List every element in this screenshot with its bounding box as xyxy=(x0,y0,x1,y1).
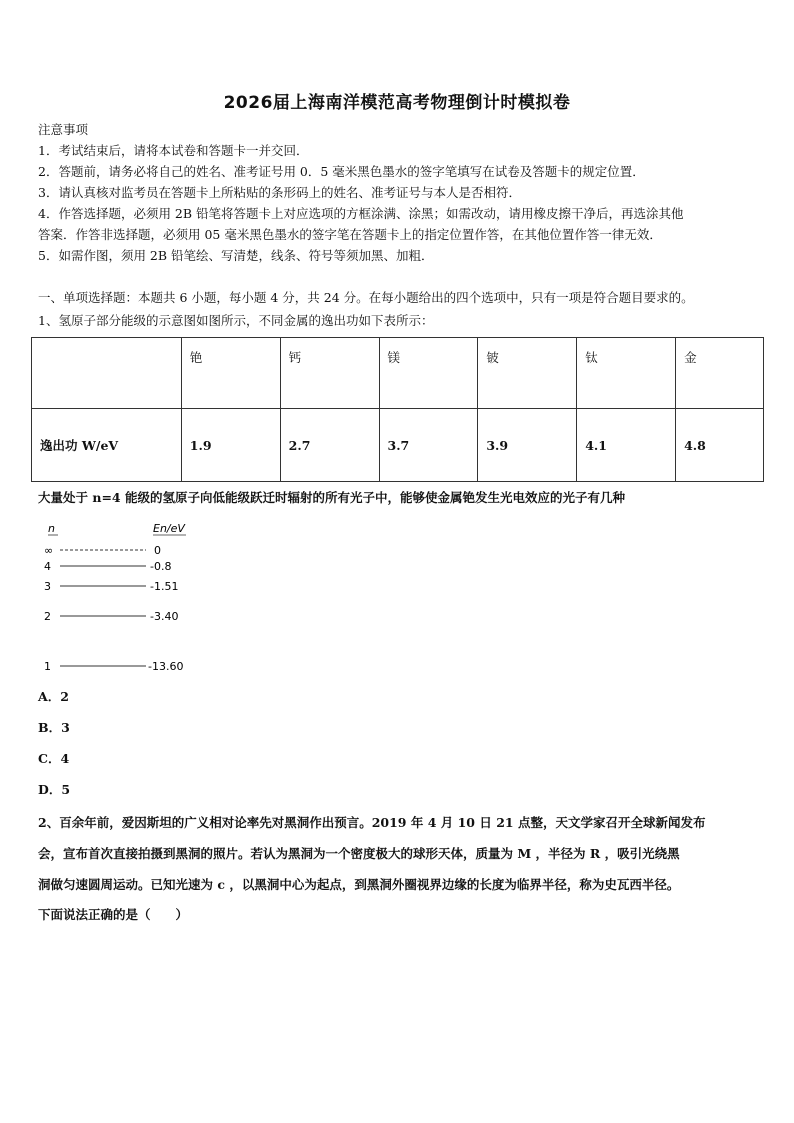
level-energy-label: -13.60 xyxy=(148,660,184,673)
option-d: D．5 xyxy=(38,782,71,797)
table-header-cell: 铍 xyxy=(478,338,577,409)
level-energy-label: -3.40 xyxy=(150,610,179,623)
table-cell: 3.9 xyxy=(478,409,577,482)
section-heading: 一、单项选择题：本题共 6 小题，每小题 4 分，共 24 分。在每小题给出的四个选项中，只有一项是符合题目要求的。 xyxy=(38,290,694,305)
table-cell: 2.7 xyxy=(280,409,379,482)
question-2-line: 2、百余年前，爱因斯坦的广义相对论率先对黑洞作出预言。2019 年 4 月 10 日 21 点整，天文学家召开全球新闻发布 xyxy=(38,815,706,830)
notice-item: 3．请认真核对监考员在答题卡上所粘贴的条形码上的姓名、准考证号与本人是否相符． xyxy=(38,185,521,200)
table-header-cell: 金 xyxy=(676,338,764,409)
option-b: B．3 xyxy=(38,720,70,735)
level-energy-label: -1.51 xyxy=(150,580,179,593)
question-1-text: 大量处于 n=4 能级的氢原子向低能级跃迁时辐射的所有光子中，能够使金属铯发生光电效应的光子有几种 xyxy=(38,490,625,505)
table-header-cell: 钙 xyxy=(280,338,379,409)
energy-level-diagram xyxy=(36,516,206,681)
option-a: A．2 xyxy=(38,689,69,704)
notice-item: 2．答题前，请务必将自己的姓名、准考证号用 0．5 毫米黑色墨水的签字笔填写在试卷及答题卡的规定位置． xyxy=(38,164,645,179)
table-row xyxy=(32,409,764,482)
notice-heading: 注意事项 xyxy=(38,122,89,137)
table-cell: 1.9 xyxy=(181,409,280,482)
question-2-line: 下面说法正确的是（ ） xyxy=(38,907,189,922)
level-n-label: ∞ xyxy=(44,544,54,557)
table-cell xyxy=(32,338,182,409)
n-axis-label: n xyxy=(48,522,55,535)
level-n-label: 1 xyxy=(44,660,51,673)
level-n-label: 3 xyxy=(44,580,51,593)
question-1-stem: 1、氢原子部分能级的示意图如图所示，不同金属的逸出功如下表所示： xyxy=(38,313,434,328)
table-cell: 4.8 xyxy=(676,409,764,482)
notice-item: 5．如需作图，须用 2B 铅笔绘、写清楚，线条、符号等须加黑、加粗． xyxy=(38,248,434,263)
level-energy-label: -0.8 xyxy=(150,560,172,573)
energy-axis-label: En/eV xyxy=(153,522,185,535)
level-n-label: 2 xyxy=(44,610,51,623)
level-n-label: 4 xyxy=(44,560,51,573)
table-cell: 4.1 xyxy=(577,409,676,482)
table-cell: 3.7 xyxy=(379,409,478,482)
notice-item: 答案．作答非选择题，必须用 05 毫米黑色墨水的签字笔在答题卡上的指定位置作答，在其他位置作答一律无效． xyxy=(38,227,662,242)
table-header-row xyxy=(32,338,764,409)
table-row-label: 逸出功 W/eV xyxy=(32,409,182,482)
notice-item: 1．考试结束后，请将本试卷和答题卡一并交回． xyxy=(38,143,309,158)
table-header-cell: 镁 xyxy=(379,338,478,409)
table-header-cell: 铯 xyxy=(181,338,280,409)
page-title: 2026届上海南洋模范高考物理倒计时模拟卷 xyxy=(223,93,571,113)
notice-item: 4．作答选择题，必须用 2B 铅笔将答题卡上对应选项的方框涂满、涂黑；如需改动，请用橡皮擦干净后，再选涂其他 xyxy=(38,206,684,221)
question-2-line: 洞做匀速圆周运动。已知光速为 c ，以黑洞中心为起点，到黑洞外圈视界边缘的长度为临界半径，称为史瓦西半径。 xyxy=(38,877,680,892)
table-header-cell: 钛 xyxy=(577,338,676,409)
option-c: C．4 xyxy=(38,751,70,766)
question-2-line: 会，宣布首次直接拍摄到黑洞的照片。若认为黑洞为一个密度极大的球形天体，质量为 M ，半径为 R ，吸引光绕黑 xyxy=(38,846,680,861)
level-energy-label: 0 xyxy=(154,544,161,557)
work-function-table xyxy=(31,337,764,482)
